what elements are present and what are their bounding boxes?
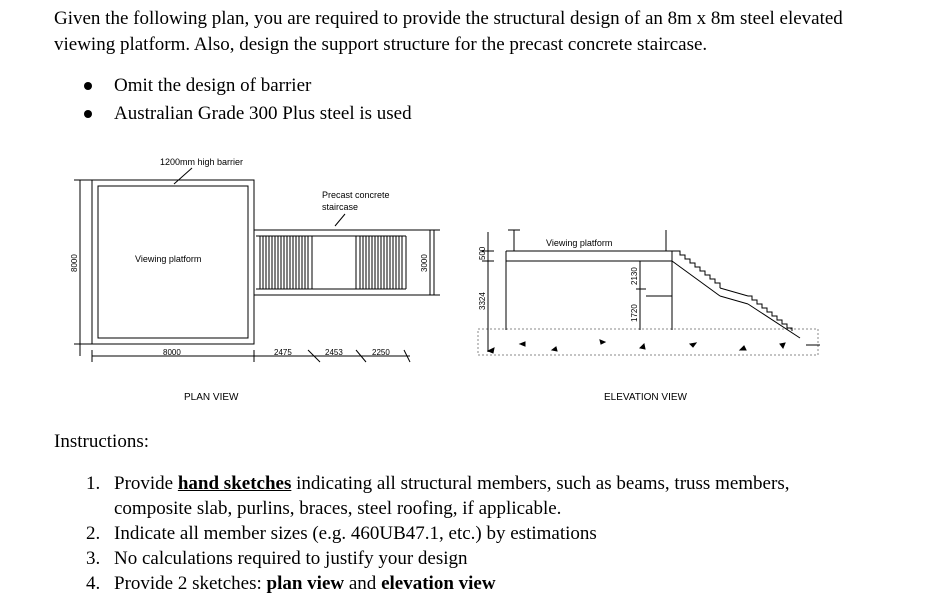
- list-item: [86, 571, 876, 596]
- elevation-platform-label: Viewing platform: [546, 238, 613, 248]
- list-item: [86, 546, 876, 571]
- stair-label-line1: Precast concrete: [322, 190, 390, 200]
- dim-plan-width: 8000: [163, 348, 181, 357]
- list-item: [86, 521, 876, 546]
- dim-stair-width: 3000: [420, 254, 429, 272]
- item-text: Indicate all member sizes (e.g. 460UB47.1, etc.) by estimations: [114, 523, 597, 544]
- bullet-text: Australian Grade 300 Plus steel is used: [114, 103, 412, 124]
- platform-label: Viewing platform: [135, 254, 202, 264]
- item-number: 2.: [86, 523, 101, 544]
- instructions-list: [86, 471, 876, 596]
- ground-hatch: [478, 329, 818, 355]
- item-text: No calculations required to justify your design: [114, 548, 468, 569]
- stair-label-line2: staircase: [322, 202, 359, 212]
- bullet-text: Omit the design of barrier: [114, 75, 312, 96]
- item-number: 3.: [86, 548, 101, 569]
- dim-elevation-height: 3324: [478, 292, 487, 310]
- elevation-view: [478, 230, 820, 355]
- dim-lower: 1720: [630, 304, 639, 322]
- dim-barrier: 500: [478, 246, 487, 260]
- intro-paragraph: Given the following plan, you are required to provide the structural design of an 8m x 8m steel elevated viewing platform. Also, design the support structure for the precast concrete staircase.: [54, 8, 843, 55]
- staircase-plan: [254, 214, 430, 295]
- instructions-title: Instructions:: [54, 431, 149, 452]
- dim-stair-1: 2475: [274, 348, 292, 357]
- staircase-elevation: [672, 251, 800, 338]
- item-number: 1.: [86, 473, 101, 494]
- barrier-label: 1200mm high barrier: [160, 157, 244, 167]
- elevation-view-caption: ELEVATION VIEW: [604, 392, 687, 403]
- dim-stair-2: 2453: [325, 348, 343, 357]
- item-number: 4.: [86, 573, 101, 594]
- plan-view-caption: PLAN VIEW: [184, 392, 239, 403]
- dim-stair-3: 2250: [372, 348, 390, 357]
- dim-plan-height: 8000: [70, 254, 79, 272]
- list-item: [86, 471, 876, 521]
- dim-upper: 2130: [630, 267, 639, 285]
- item-text: Provide hand sketches indicating all structural members, such as beams, truss members, composite slab, purlins, braces, steel roofing, if applicable.: [114, 473, 790, 519]
- item-text: Provide 2 sketches: plan view and elevation view: [114, 573, 496, 594]
